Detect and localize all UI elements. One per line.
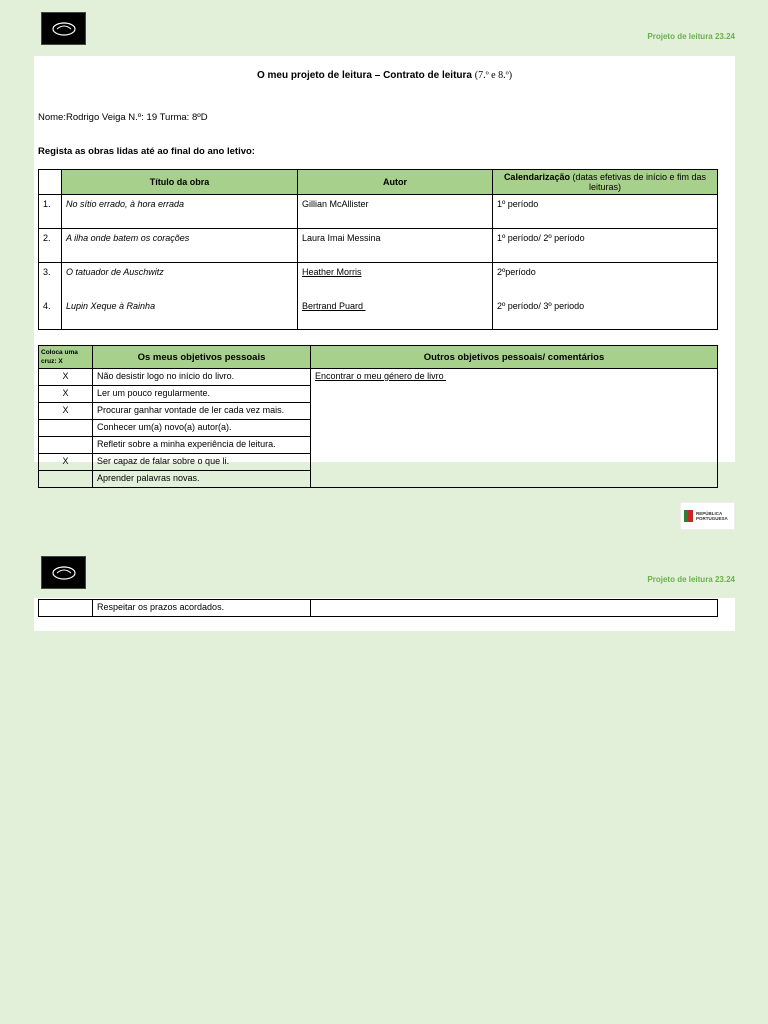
- goal-text: Não desistir logo no início do livro.: [93, 369, 311, 386]
- book-title-cell: [62, 263, 298, 330]
- goal-text: Conhecer um(a) novo(a) autor(a).: [93, 420, 311, 437]
- goals-header-other: Outros objetivos pessoais/ comentários: [311, 346, 718, 369]
- goal-text: Refletir sobre a minha experiência de leitura.: [93, 437, 311, 454]
- goal-mark-cell[interactable]: [39, 437, 93, 454]
- document-page: [34, 56, 735, 483]
- books-table: [38, 169, 718, 330]
- goal-text: Ser capaz de falar sobre o que li.: [93, 454, 311, 471]
- goals-header-goals: Os meus objetivos pessoais: [93, 346, 311, 369]
- goal-text: Procurar ganhar vontade de ler cada vez mais.: [93, 403, 311, 420]
- books-header-num: [39, 170, 62, 195]
- table-row: [39, 369, 718, 386]
- goal-mark-cell[interactable]: X: [39, 403, 93, 420]
- goal-mark-cell[interactable]: X: [39, 454, 93, 471]
- goal-mark-cell[interactable]: X: [39, 369, 93, 386]
- book-author: Gillian McAllister: [298, 195, 493, 229]
- goal-mark-cell[interactable]: [39, 600, 93, 617]
- book-title: No sítio errado, à hora errada: [62, 195, 298, 229]
- header-project-label: Projeto de leitura 23.24: [647, 575, 735, 584]
- goal-comment-cell[interactable]: [311, 600, 718, 617]
- table-row: [39, 600, 718, 617]
- header-project-label: Projeto de leitura 23.24: [647, 32, 735, 41]
- book-num-cell: [39, 263, 62, 330]
- goals-table-continued: [38, 599, 718, 617]
- goals-header-mark: Coloca uma cruz: X: [39, 346, 93, 369]
- school-logo: [41, 12, 86, 45]
- books-header-row: [39, 170, 718, 195]
- book-author: Heather Morris: [302, 267, 362, 277]
- republica-logo-text: [696, 511, 728, 521]
- table-row: [39, 195, 718, 229]
- books-header-schedule: [493, 170, 718, 195]
- book-title: A ilha onde batem os corações: [62, 229, 298, 263]
- book-num: 4.: [43, 301, 51, 311]
- book-schedule: 2º período/ 3º periodo: [497, 301, 585, 311]
- goals-table: [38, 345, 718, 488]
- student-info: Nome:Rodrigo Veiga N.º: 19 Turma: 8ºD: [38, 112, 208, 123]
- schedule-header-note: (datas efetivas de início e fim das leituras): [569, 172, 707, 192]
- book-author: Bertrand Puard: [302, 301, 366, 311]
- book-schedule: 2ºperíodo: [497, 267, 536, 277]
- book-num: 1.: [39, 195, 62, 229]
- document-page: [34, 598, 735, 631]
- goal-text: Ler um pouco regularmente.: [93, 386, 311, 403]
- goal-comment-cell[interactable]: [311, 369, 718, 488]
- republica-line1: REPÚBLICA: [696, 511, 723, 516]
- book-schedule: 1º período/ 2º período: [493, 229, 718, 263]
- school-logo: [41, 556, 86, 589]
- goal-text: Aprender palavras novas.: [93, 471, 311, 488]
- book-num: 2.: [39, 229, 62, 263]
- page-title: [34, 70, 735, 81]
- book-title: O tatuador de Auschwitz: [66, 267, 164, 277]
- republica-portuguesa-logo: [680, 502, 735, 530]
- book-num: 3.: [43, 267, 51, 277]
- book-schedule-cell: [493, 263, 718, 330]
- book-title: Lupin Xeque à Rainha: [66, 301, 156, 311]
- title-grades: (7.º e 8.º): [474, 70, 513, 81]
- flag-icon: [684, 510, 693, 522]
- republica-line2: PORTUGUESA: [696, 516, 728, 521]
- title-main: O meu projeto de leitura – Contrato de leitura: [256, 70, 475, 81]
- goal-comment: Encontrar o meu género de livro: [315, 371, 447, 381]
- table-row: [39, 229, 718, 263]
- goal-mark-cell[interactable]: X: [39, 386, 93, 403]
- book-schedule: 1º período: [493, 195, 718, 229]
- book-author: Laura Imai Messina: [298, 229, 493, 263]
- schedule-header-bold: Calendarização: [503, 172, 570, 182]
- goal-mark-cell[interactable]: [39, 471, 93, 488]
- table-row: [39, 263, 718, 330]
- book-author-cell: [298, 263, 493, 330]
- goals-header-row: [39, 346, 718, 369]
- goal-mark-cell[interactable]: [39, 420, 93, 437]
- books-header-title: Título da obra: [62, 170, 298, 195]
- goal-text: Respeitar os prazos acordados.: [93, 600, 311, 617]
- books-header-author: Autor: [298, 170, 493, 195]
- instruction-text: Regista as obras lidas até ao final do ano letivo:: [38, 146, 255, 157]
